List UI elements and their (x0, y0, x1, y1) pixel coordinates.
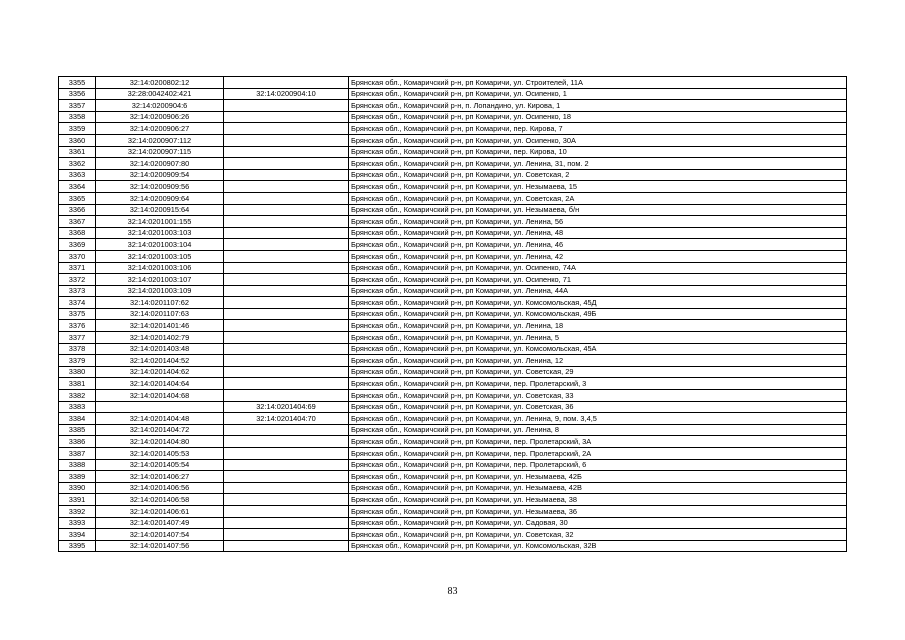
related-cadastral-number-cell (224, 436, 349, 448)
related-cadastral-number-cell (224, 146, 349, 158)
cadastral-number-cell: 32:14:0201406:58 (96, 494, 224, 506)
related-cadastral-number-cell (224, 459, 349, 471)
address-cell: Брянская обл., Комаричский р-н, рп Комаричи, ул. Осипенко, 18 (349, 111, 847, 123)
row-number-cell: 3383 (59, 401, 96, 413)
address-cell: Брянская обл., Комаричский р-н, рп Комаричи, ул. Комсомольская, 32В (349, 540, 847, 552)
related-cadastral-number-cell (224, 448, 349, 460)
cadastral-number-cell: 32:14:0200907:115 (96, 146, 224, 158)
related-cadastral-number-cell (224, 297, 349, 309)
table-row (59, 216, 847, 228)
address-cell: Брянская обл., Комаричский р-н, рп Комаричи, пер. Пролетарский, 6 (349, 459, 847, 471)
related-cadastral-number-cell (224, 424, 349, 436)
cadastral-number-cell: 32:14:0200915:64 (96, 204, 224, 216)
address-cell: Брянская обл., Комаричский р-н, рп Комаричи, ул. Осипенко, 74А (349, 262, 847, 274)
table-row (59, 505, 847, 517)
table-row (59, 355, 847, 367)
cadastral-number-cell: 32:14:0200907:80 (96, 158, 224, 170)
address-cell: Брянская обл., Комаричский р-н, рп Комаричи, ул. Ленина, 8 (349, 424, 847, 436)
cadastral-number-cell: 32:14:0200802:12 (96, 77, 224, 89)
table-row (59, 146, 847, 158)
address-cell: Брянская обл., Комаричский р-н, рп Комаричи, ул. Комсомольская, 45А (349, 343, 847, 355)
table-row (59, 471, 847, 483)
related-cadastral-number-cell (224, 390, 349, 402)
related-cadastral-number-cell (224, 123, 349, 135)
table-row (59, 401, 847, 413)
table-row (59, 378, 847, 390)
cadastral-number-cell: 32:14:0201401:46 (96, 320, 224, 332)
address-cell: Брянская обл., Комаричский р-н, рп Комаричи, пер. Пролетарский, 3А (349, 436, 847, 448)
related-cadastral-number-cell: 32:14:0201404:70 (224, 413, 349, 425)
address-cell: Брянская обл., Комаричский р-н, рп Комаричи, ул. Ленина, 31, пом. 2 (349, 158, 847, 170)
row-number-cell: 3357 (59, 100, 96, 112)
table-row (59, 529, 847, 541)
row-number-cell: 3375 (59, 308, 96, 320)
row-number-cell: 3356 (59, 88, 96, 100)
row-number-cell: 3367 (59, 216, 96, 228)
cadastral-number-cell: 32:14:0201405:54 (96, 459, 224, 471)
address-cell: Брянская обл., Комаричский р-н, рп Комаричи, ул. Незымаева, 38 (349, 494, 847, 506)
cadastral-number-cell: 32:14:0201001:155 (96, 216, 224, 228)
address-cell: Брянская обл., Комаричский р-н, рп Комаричи, ул. Ленина, 44А (349, 285, 847, 297)
table-row (59, 88, 847, 100)
row-number-cell: 3390 (59, 482, 96, 494)
table-row (59, 227, 847, 239)
row-number-cell: 3359 (59, 123, 96, 135)
table-row (59, 390, 847, 402)
table-row (59, 517, 847, 529)
related-cadastral-number-cell (224, 134, 349, 146)
related-cadastral-number-cell (224, 308, 349, 320)
address-cell: Брянская обл., Комаричский р-н, рп Комаричи, ул. Садовая, 30 (349, 517, 847, 529)
address-cell: Брянская обл., Комаричский р-н, рп Комаричи, ул. Незымаева, 42Б (349, 471, 847, 483)
related-cadastral-number-cell (224, 111, 349, 123)
address-cell: Брянская обл., Комаричский р-н, рп Комаричи, ул. Ленина, 18 (349, 320, 847, 332)
address-cell: Брянская обл., Комаричский р-н, рп Комаричи, ул. Ленина, 9, пом. 3,4,5 (349, 413, 847, 425)
related-cadastral-number-cell (224, 505, 349, 517)
address-cell: Брянская обл., Комаричский р-н, рп Комаричи, ул. Незымаева, 42В (349, 482, 847, 494)
row-number-cell: 3391 (59, 494, 96, 506)
row-number-cell: 3368 (59, 227, 96, 239)
cadastral-number-cell: 32:14:0201405:53 (96, 448, 224, 460)
row-number-cell: 3363 (59, 169, 96, 181)
address-cell: Брянская обл., Комаричский р-н, рп Комаричи, ул. Осипенко, 71 (349, 274, 847, 286)
cadastral-number-cell: 32:14:0201003:107 (96, 274, 224, 286)
cadastral-table-body (59, 77, 847, 552)
related-cadastral-number-cell (224, 471, 349, 483)
address-cell: Брянская обл., Комаричский р-н, рп Комаричи, ул. Незымаева, б/н (349, 204, 847, 216)
address-cell: Брянская обл., Комаричский р-н, рп Комаричи, ул. Незымаева, 36 (349, 505, 847, 517)
address-cell: Брянская обл., Комаричский р-н, рп Комаричи, ул. Советская, 33 (349, 390, 847, 402)
table-row (59, 494, 847, 506)
row-number-cell: 3360 (59, 134, 96, 146)
table-row (59, 169, 847, 181)
related-cadastral-number-cell (224, 274, 349, 286)
row-number-cell: 3369 (59, 239, 96, 251)
cadastral-number-cell: 32:14:0200909:64 (96, 192, 224, 204)
table-row (59, 297, 847, 309)
row-number-cell: 3361 (59, 146, 96, 158)
address-cell: Брянская обл., Комаричский р-н, рп Комаричи, ул. Советская, 2 (349, 169, 847, 181)
table-row (59, 250, 847, 262)
related-cadastral-number-cell (224, 285, 349, 297)
cadastral-number-cell: 32:14:0201406:56 (96, 482, 224, 494)
row-number-cell: 3395 (59, 540, 96, 552)
cadastral-number-cell: 32:14:0200906:27 (96, 123, 224, 135)
address-cell: Брянская обл., Комаричский р-н, рп Комаричи, ул. Осипенко, 1 (349, 88, 847, 100)
cadastral-number-cell: 32:14:0201406:27 (96, 471, 224, 483)
table-row (59, 343, 847, 355)
address-cell: Брянская обл., Комаричский р-н, рп Комаричи, ул. Ленина, 12 (349, 355, 847, 367)
address-cell: Брянская обл., Комаричский р-н, рп Комаричи, пер. Пролетарский, 2А (349, 448, 847, 460)
cadastral-number-cell: 32:14:0201107:63 (96, 308, 224, 320)
address-cell: Брянская обл., Комаричский р-н, рп Комаричи, ул. Комсомольская, 45Д (349, 297, 847, 309)
related-cadastral-number-cell (224, 216, 349, 228)
cadastral-number-cell: 32:14:0201403:48 (96, 343, 224, 355)
cadastral-number-cell: 32:14:0201407:56 (96, 540, 224, 552)
address-cell: Брянская обл., Комаричский р-н, рп Комаричи, ул. Ленина, 46 (349, 239, 847, 251)
table-row (59, 100, 847, 112)
cadastral-number-cell: 32:14:0201003:103 (96, 227, 224, 239)
table-row (59, 366, 847, 378)
address-cell: Брянская обл., Комаричский р-н, рп Комаричи, ул. Осипенко, 30А (349, 134, 847, 146)
cadastral-number-cell: 32:14:0201404:62 (96, 366, 224, 378)
cadastral-number-cell: 32:14:0201404:80 (96, 436, 224, 448)
row-number-cell: 3364 (59, 181, 96, 193)
related-cadastral-number-cell (224, 100, 349, 112)
row-number-cell: 3362 (59, 158, 96, 170)
address-cell: Брянская обл., Комаричский р-н, рп Комаричи, пер. Кирова, 10 (349, 146, 847, 158)
cadastral-number-cell: 32:14:0201404:72 (96, 424, 224, 436)
row-number-cell: 3374 (59, 297, 96, 309)
row-number-cell: 3371 (59, 262, 96, 274)
row-number-cell: 3388 (59, 459, 96, 471)
related-cadastral-number-cell (224, 494, 349, 506)
address-cell: Брянская обл., Комаричский р-н, рп Комаричи, ул. Ленина, 42 (349, 250, 847, 262)
address-cell: Брянская обл., Комаричский р-н, рп Комаричи, ул. Ленина, 5 (349, 332, 847, 344)
cadastral-number-cell: 32:14:0201003:109 (96, 285, 224, 297)
address-cell: Брянская обл., Комаричский р-н, рп Комаричи, ул. Советская, 29 (349, 366, 847, 378)
related-cadastral-number-cell (224, 355, 349, 367)
related-cadastral-number-cell (224, 378, 349, 390)
table-row (59, 332, 847, 344)
related-cadastral-number-cell: 32:14:0201404:69 (224, 401, 349, 413)
related-cadastral-number-cell (224, 250, 349, 262)
table-row (59, 413, 847, 425)
cadastral-number-cell: 32:14:0201404:52 (96, 355, 224, 367)
table-row (59, 540, 847, 552)
row-number-cell: 3392 (59, 505, 96, 517)
cadastral-number-cell: 32:14:0201404:68 (96, 390, 224, 402)
table-row (59, 459, 847, 471)
table-row (59, 436, 847, 448)
cadastral-number-cell: 32:14:0201407:49 (96, 517, 224, 529)
address-cell: Брянская обл., Комаричский р-н, рп Комаричи, ул. Советская, 2А (349, 192, 847, 204)
table-row (59, 448, 847, 460)
table-row (59, 158, 847, 170)
table-row (59, 308, 847, 320)
cadastral-table (58, 76, 847, 552)
related-cadastral-number-cell (224, 332, 349, 344)
related-cadastral-number-cell (224, 239, 349, 251)
row-number-cell: 3393 (59, 517, 96, 529)
cadastral-number-cell: 32:14:0201404:48 (96, 413, 224, 425)
row-number-cell: 3373 (59, 285, 96, 297)
cadastral-number-cell: 32:14:0200906:26 (96, 111, 224, 123)
cadastral-number-cell: 32:28:0042402:421 (96, 88, 224, 100)
related-cadastral-number-cell: 32:14:0200904:10 (224, 88, 349, 100)
row-number-cell: 3378 (59, 343, 96, 355)
table-row (59, 320, 847, 332)
table-row (59, 482, 847, 494)
cadastral-number-cell: 32:14:0201406:61 (96, 505, 224, 517)
related-cadastral-number-cell (224, 540, 349, 552)
related-cadastral-number-cell (224, 343, 349, 355)
related-cadastral-number-cell (224, 320, 349, 332)
row-number-cell: 3376 (59, 320, 96, 332)
table-row (59, 274, 847, 286)
row-number-cell: 3384 (59, 413, 96, 425)
cadastral-number-cell: 32:14:0200909:54 (96, 169, 224, 181)
address-cell: Брянская обл., Комаричский р-н, рп Комаричи, ул. Незымаева, 15 (349, 181, 847, 193)
related-cadastral-number-cell (224, 192, 349, 204)
table-row (59, 424, 847, 436)
table-row (59, 111, 847, 123)
row-number-cell: 3382 (59, 390, 96, 402)
cadastral-number-cell: 32:14:0201003:104 (96, 239, 224, 251)
cadastral-number-cell: 32:14:0200904:6 (96, 100, 224, 112)
row-number-cell: 3370 (59, 250, 96, 262)
row-number-cell: 3380 (59, 366, 96, 378)
related-cadastral-number-cell (224, 169, 349, 181)
row-number-cell: 3394 (59, 529, 96, 541)
related-cadastral-number-cell (224, 181, 349, 193)
row-number-cell: 3355 (59, 77, 96, 89)
table-row (59, 204, 847, 216)
address-cell: Брянская обл., Комаричский р-н, рп Комаричи, ул. Советская, 32 (349, 529, 847, 541)
related-cadastral-number-cell (224, 204, 349, 216)
table-row (59, 181, 847, 193)
cadastral-number-cell: 32:14:0201402:79 (96, 332, 224, 344)
related-cadastral-number-cell (224, 366, 349, 378)
cadastral-number-cell: 32:14:0201003:106 (96, 262, 224, 274)
row-number-cell: 3381 (59, 378, 96, 390)
page-number: 83 (447, 586, 458, 597)
cadastral-number-cell: 32:14:0201404:64 (96, 378, 224, 390)
row-number-cell: 3366 (59, 204, 96, 216)
row-number-cell: 3377 (59, 332, 96, 344)
row-number-cell: 3387 (59, 448, 96, 460)
related-cadastral-number-cell (224, 517, 349, 529)
table-row (59, 123, 847, 135)
row-number-cell: 3385 (59, 424, 96, 436)
table-row (59, 285, 847, 297)
cadastral-number-cell: 32:14:0201003:105 (96, 250, 224, 262)
table-row (59, 134, 847, 146)
table-row (59, 192, 847, 204)
table-row (59, 239, 847, 251)
row-number-cell: 3372 (59, 274, 96, 286)
cadastral-number-cell (96, 401, 224, 413)
related-cadastral-number-cell (224, 158, 349, 170)
address-cell: Брянская обл., Комаричский р-н, рп Комаричи, ул. Ленина, 56 (349, 216, 847, 228)
cadastral-number-cell: 32:14:0201407:54 (96, 529, 224, 541)
address-cell: Брянская обл., Комаричский р-н, рп Комаричи, ул. Комсомольская, 49Б (349, 308, 847, 320)
related-cadastral-number-cell (224, 227, 349, 239)
cadastral-number-cell: 32:14:0200907:112 (96, 134, 224, 146)
related-cadastral-number-cell (224, 262, 349, 274)
table-row (59, 262, 847, 274)
row-number-cell: 3365 (59, 192, 96, 204)
address-cell: Брянская обл., Комаричский р-н, п. Лопандино, ул. Кирова, 1 (349, 100, 847, 112)
row-number-cell: 3379 (59, 355, 96, 367)
row-number-cell: 3386 (59, 436, 96, 448)
cadastral-number-cell: 32:14:0201107:62 (96, 297, 224, 309)
address-cell: Брянская обл., Комаричский р-н, рп Комаричи, ул. Строителей, 11А (349, 77, 847, 89)
address-cell: Брянская обл., Комаричский р-н, рп Комаричи, ул. Ленина, 48 (349, 227, 847, 239)
address-cell: Брянская обл., Комаричский р-н, рп Комаричи, пер. Кирова, 7 (349, 123, 847, 135)
related-cadastral-number-cell (224, 529, 349, 541)
row-number-cell: 3389 (59, 471, 96, 483)
related-cadastral-number-cell (224, 77, 349, 89)
address-cell: Брянская обл., Комаричский р-н, рп Комаричи, ул. Советская, 36 (349, 401, 847, 413)
related-cadastral-number-cell (224, 482, 349, 494)
row-number-cell: 3358 (59, 111, 96, 123)
address-cell: Брянская обл., Комаричский р-н, рп Комаричи, пер. Пролетарский, 3 (349, 378, 847, 390)
table-row (59, 77, 847, 89)
cadastral-number-cell: 32:14:0200909:56 (96, 181, 224, 193)
